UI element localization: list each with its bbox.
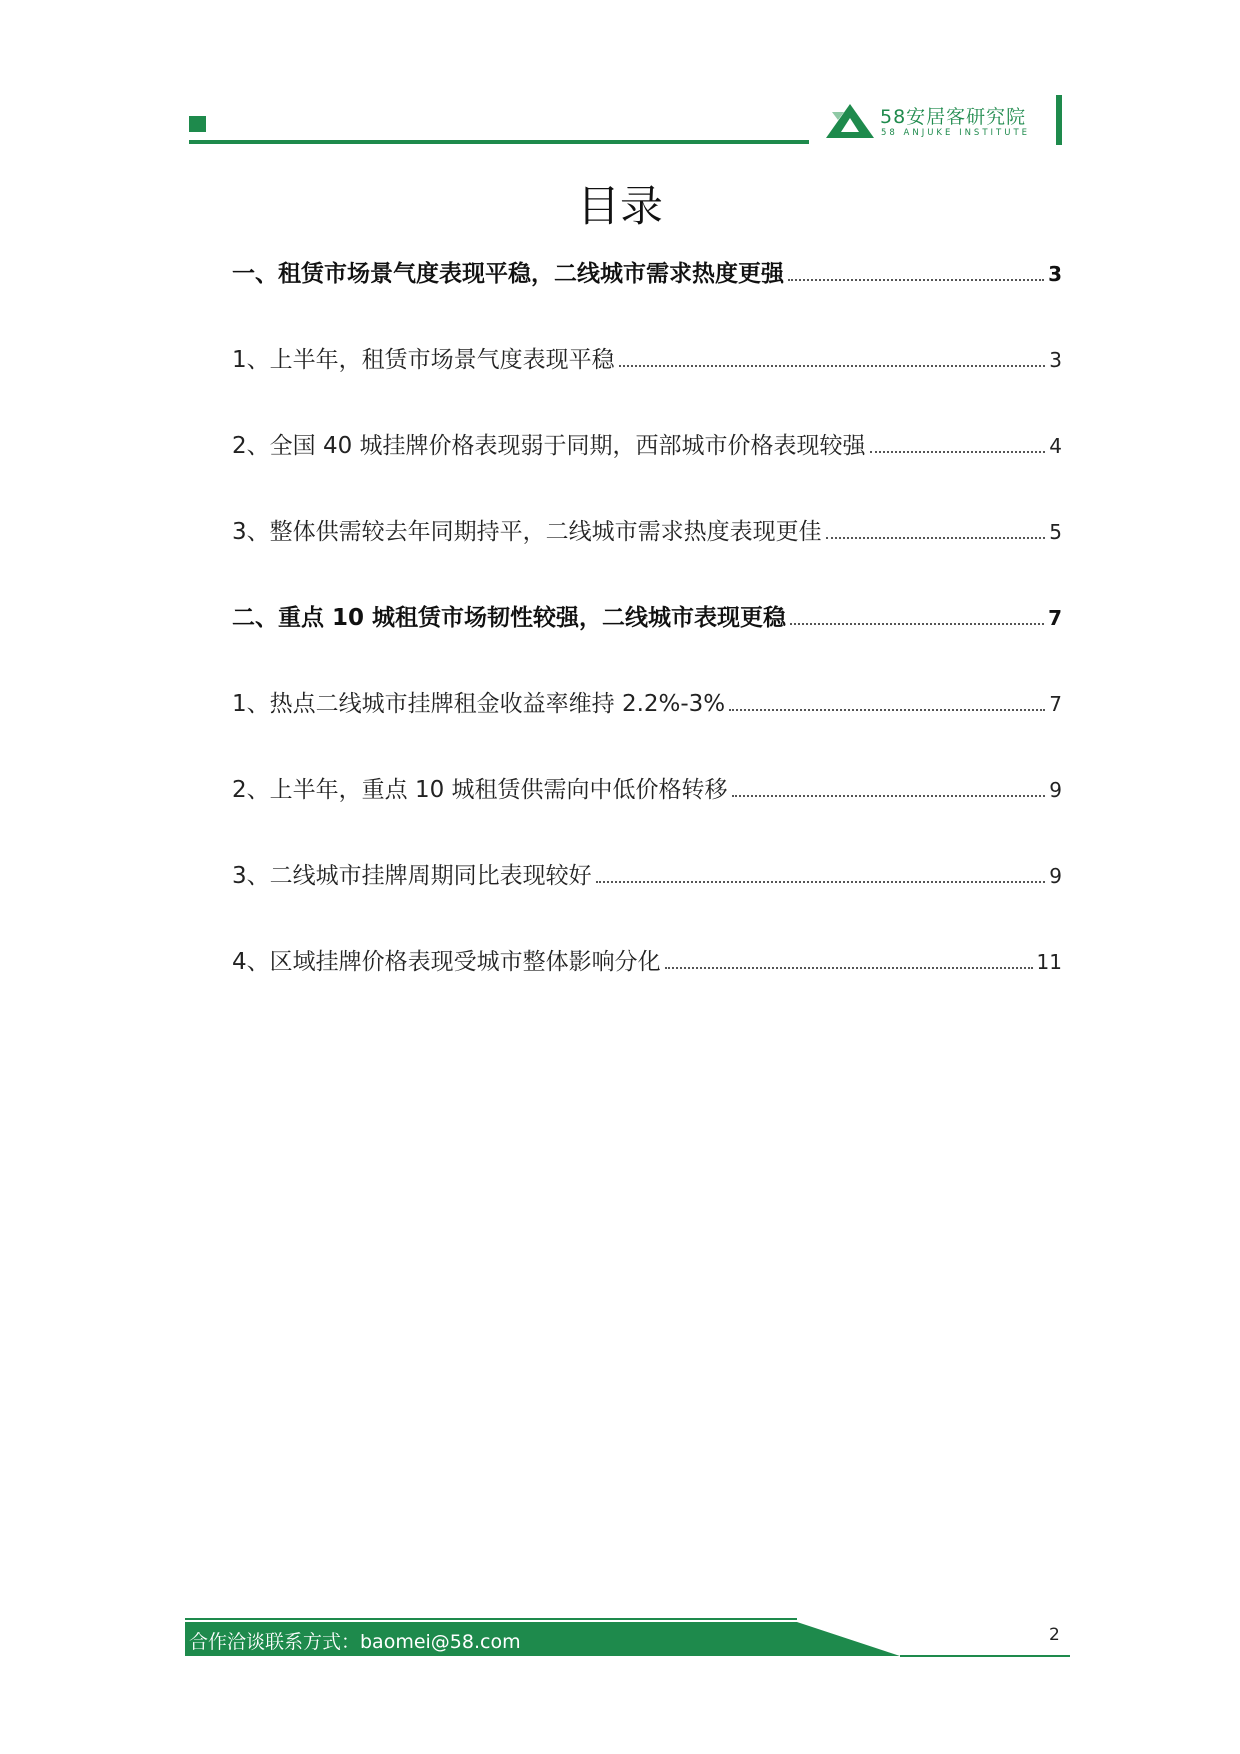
toc-entry-page: 9 (1049, 864, 1062, 888)
triangle-house-icon (826, 104, 874, 138)
toc-entry-label: 3、二线城市挂牌周期同比表现较好 (232, 863, 592, 889)
toc-entry[interactable] (232, 768, 1062, 804)
toc-entry-label: 1、热点二线城市挂牌租金收益率维持 2.2%-3% (232, 691, 726, 717)
header-square-mark (189, 116, 206, 132)
toc-entry-label: 一、租赁市场景气度表现平稳，二线城市需求热度更强 (232, 261, 784, 287)
header-vertical-bar (1056, 95, 1062, 145)
brand-logo (826, 100, 1052, 144)
page-title: 目录 (577, 182, 663, 232)
toc-entry[interactable] (232, 682, 1062, 718)
toc-entry[interactable] (232, 510, 1062, 546)
footer-top-rule (185, 1618, 797, 1620)
toc-leader-dots (596, 881, 1046, 883)
toc-entry-page: 5 (1049, 520, 1062, 544)
toc-leader-dots (790, 623, 1044, 625)
footer-contact: 合作洽谈联系方式：baomei@58.com (189, 1631, 521, 1653)
toc-entry[interactable] (232, 424, 1062, 460)
toc-leader-dots (870, 451, 1046, 453)
toc-entry[interactable] (232, 252, 1062, 288)
toc-entry[interactable] (232, 854, 1062, 890)
toc-entry[interactable] (232, 596, 1062, 632)
toc-entry-page: 3 (1049, 348, 1062, 372)
toc-entry-page: 9 (1049, 778, 1062, 802)
toc-entry-label: 2、全国 40 城挂牌价格表现弱于同期，西部城市价格表现较强 (232, 433, 866, 459)
toc-leader-dots (788, 279, 1044, 281)
header-rule (189, 140, 809, 144)
toc-entry-label: 2、上半年，重点 10 城租赁供需向中低价格转移 (232, 777, 728, 803)
toc-leader-dots (729, 709, 1045, 711)
toc-leader-dots (826, 537, 1046, 539)
toc-entry-page: 4 (1049, 434, 1062, 458)
toc-entry-label: 二、重点 10 城租赁市场韧性较强，二线城市表现更稳 (232, 605, 787, 631)
toc-entry[interactable] (232, 338, 1062, 374)
toc-entry-label: 3、整体供需较去年同期持平，二线城市需求热度表现更佳 (232, 519, 822, 545)
toc-entry-page: 11 (1036, 950, 1062, 974)
logo-text-en: 58 ANJUKE INSTITUTE (881, 128, 1031, 138)
page-number: 2 (1049, 1625, 1060, 1645)
toc-entry-label: 1、上半年，租赁市场景气度表现平稳 (232, 347, 615, 373)
toc-leader-dots (619, 365, 1046, 367)
logo-text-cn: 58安居客研究院 (880, 106, 1027, 128)
toc-entry-page: 7 (1049, 692, 1062, 716)
toc-entry-label: 4、区域挂牌价格表现受城市整体影响分化 (232, 949, 661, 975)
footer-right-rule (900, 1655, 1070, 1657)
toc-leader-dots (732, 795, 1046, 797)
toc-entry[interactable] (232, 940, 1062, 976)
toc-entry-page: 3 (1048, 262, 1062, 286)
toc-entry-page: 7 (1048, 606, 1062, 630)
toc-leader-dots (665, 967, 1033, 969)
